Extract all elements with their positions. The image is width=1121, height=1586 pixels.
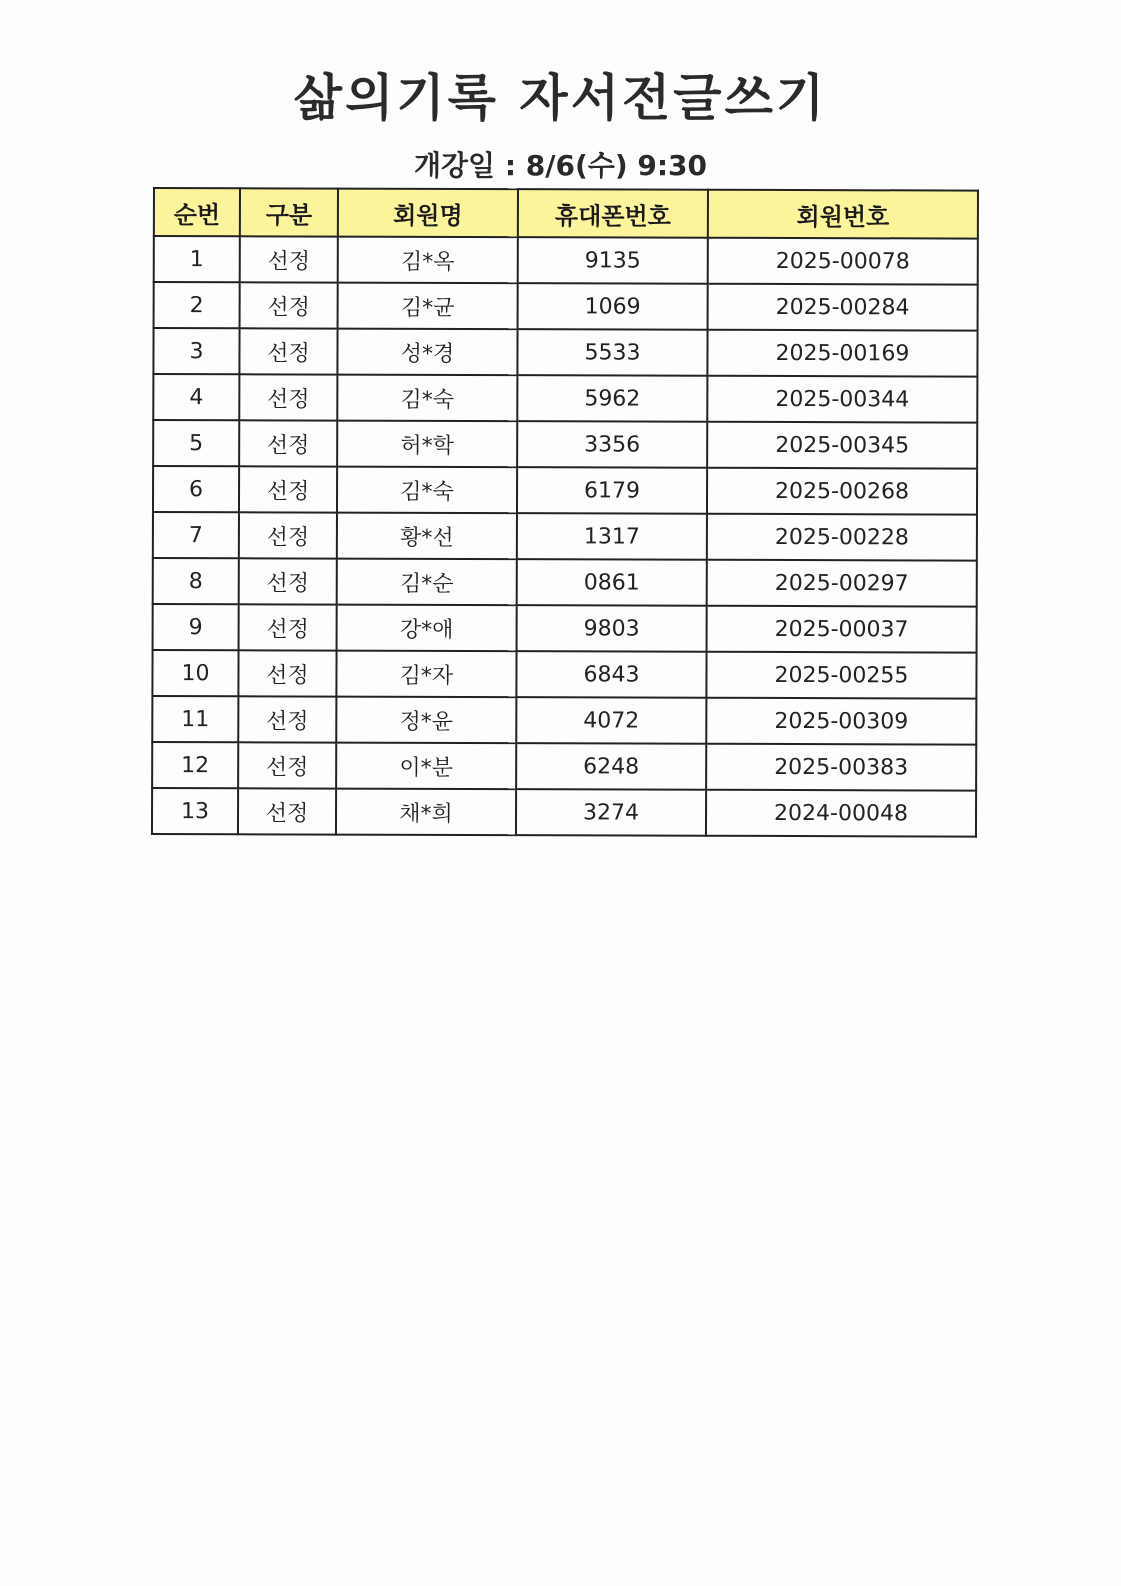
cell-member-number: 2025-00284 bbox=[708, 284, 978, 331]
cell-category: 선정 bbox=[239, 328, 337, 374]
cell-member-name: 채*희 bbox=[336, 789, 516, 836]
table-row bbox=[154, 236, 978, 285]
cell-phone-number: 5962 bbox=[517, 375, 707, 422]
header-member-number: 회원번호 bbox=[708, 190, 978, 239]
cell-sequence: 6 bbox=[153, 466, 239, 512]
cell-category: 선정 bbox=[240, 282, 338, 328]
cell-category: 선정 bbox=[239, 512, 337, 558]
table-row bbox=[153, 512, 977, 561]
cell-sequence: 5 bbox=[153, 420, 239, 466]
header-member-name: 회원명 bbox=[338, 189, 518, 238]
member-roster-table bbox=[151, 187, 979, 838]
cell-phone-number: 6248 bbox=[516, 743, 706, 790]
table-header-row bbox=[154, 188, 978, 239]
cell-sequence: 1 bbox=[154, 236, 240, 282]
cell-phone-number: 3274 bbox=[516, 789, 706, 836]
cell-member-name: 김*균 bbox=[338, 283, 518, 330]
header-category: 구분 bbox=[240, 188, 338, 236]
table-row bbox=[153, 558, 977, 607]
cell-sequence: 3 bbox=[153, 328, 239, 374]
cell-phone-number: 6843 bbox=[516, 651, 706, 698]
cell-phone-number: 6179 bbox=[517, 467, 707, 514]
cell-member-number: 2025-00383 bbox=[706, 744, 976, 791]
cell-category: 선정 bbox=[240, 236, 338, 282]
cell-phone-number: 1069 bbox=[518, 283, 708, 330]
cell-member-number: 2025-00037 bbox=[707, 606, 977, 653]
cell-member-number: 2025-00078 bbox=[708, 238, 978, 285]
table-row bbox=[152, 650, 976, 699]
cell-member-name: 김*옥 bbox=[338, 237, 518, 284]
table-row bbox=[152, 696, 976, 745]
cell-sequence: 9 bbox=[153, 604, 239, 650]
table-row bbox=[152, 788, 976, 837]
cell-member-number: 2025-00344 bbox=[707, 376, 977, 423]
cell-sequence: 11 bbox=[152, 696, 238, 742]
cell-member-number: 2025-00309 bbox=[706, 698, 976, 745]
cell-category: 선정 bbox=[239, 604, 337, 650]
cell-phone-number: 0861 bbox=[517, 559, 707, 606]
cell-member-number: 2025-00169 bbox=[707, 330, 977, 377]
table-row bbox=[153, 374, 977, 423]
cell-category: 선정 bbox=[238, 788, 336, 834]
cell-sequence: 10 bbox=[152, 650, 238, 696]
cell-member-name: 김*숙 bbox=[337, 375, 517, 422]
cell-sequence: 8 bbox=[153, 558, 239, 604]
header-phone-number: 휴대폰번호 bbox=[518, 189, 708, 238]
cell-member-name: 정*윤 bbox=[336, 697, 516, 744]
cell-phone-number: 1317 bbox=[517, 513, 707, 560]
cell-member-number: 2025-00255 bbox=[706, 652, 976, 699]
cell-member-name: 황*선 bbox=[337, 513, 517, 560]
document-title: 삶의기록 자서전글쓰기 bbox=[293, 69, 828, 127]
cell-sequence: 2 bbox=[154, 282, 240, 328]
cell-phone-number: 5533 bbox=[517, 329, 707, 376]
table-row bbox=[152, 742, 976, 791]
cell-category: 선정 bbox=[239, 420, 337, 466]
cell-category: 선정 bbox=[239, 374, 337, 420]
cell-member-number: 2025-00268 bbox=[707, 468, 977, 515]
cell-member-number: 2025-00345 bbox=[707, 422, 977, 469]
cell-member-name: 김*순 bbox=[337, 559, 517, 606]
cell-member-name: 강*애 bbox=[337, 605, 517, 652]
cell-sequence: 4 bbox=[153, 374, 239, 420]
table-row bbox=[154, 282, 978, 331]
cell-phone-number: 4072 bbox=[516, 697, 706, 744]
cell-member-name: 이*분 bbox=[336, 743, 516, 790]
cell-category: 선정 bbox=[238, 650, 336, 696]
table-row bbox=[153, 466, 977, 515]
table-row bbox=[153, 604, 977, 653]
table-row bbox=[153, 420, 977, 469]
cell-member-number: 2024-00048 bbox=[706, 790, 976, 837]
header-sequence: 순번 bbox=[154, 188, 240, 236]
cell-sequence: 12 bbox=[152, 742, 238, 788]
table-row bbox=[153, 328, 977, 377]
cell-category: 선정 bbox=[238, 696, 336, 742]
cell-phone-number: 9135 bbox=[518, 237, 708, 284]
cell-phone-number: 3356 bbox=[517, 421, 707, 468]
cell-sequence: 7 bbox=[153, 512, 239, 558]
cell-category: 선정 bbox=[239, 466, 337, 512]
cell-member-name: 성*경 bbox=[337, 329, 517, 376]
cell-category: 선정 bbox=[239, 558, 337, 604]
cell-phone-number: 9803 bbox=[517, 605, 707, 652]
cell-sequence: 13 bbox=[152, 788, 238, 834]
cell-member-name: 허*학 bbox=[337, 421, 517, 468]
class-start-date: 개강일 : 8/6(수) 9:30 bbox=[413, 149, 708, 182]
cell-member-name: 김*자 bbox=[336, 651, 516, 698]
cell-member-number: 2025-00297 bbox=[707, 560, 977, 607]
cell-member-name: 김*숙 bbox=[337, 467, 517, 514]
cell-category: 선정 bbox=[238, 742, 336, 788]
cell-member-number: 2025-00228 bbox=[707, 514, 977, 561]
